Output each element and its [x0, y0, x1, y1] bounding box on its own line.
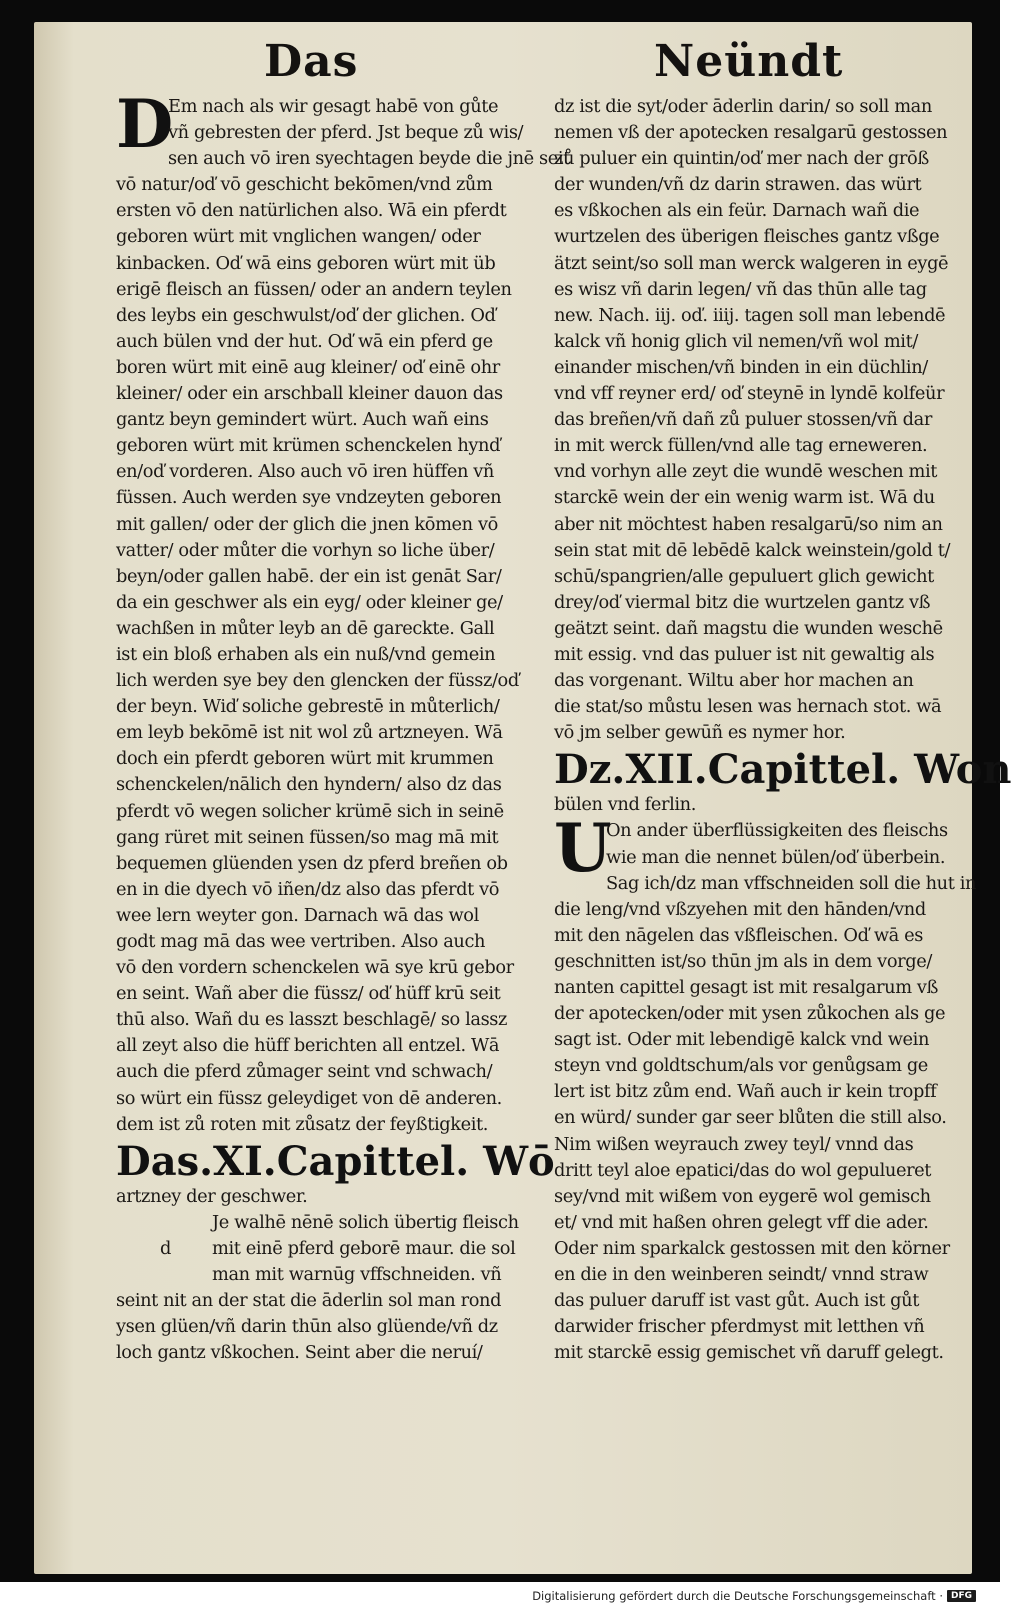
- text-line: wie man die nennet bülen/oď überbein.: [606, 846, 946, 868]
- text-line: em leyb bekōmē ist nit wol zů artzneyen. Wā: [116, 722, 503, 744]
- text-line: einander mischen/vñ binden in ein düchlin/: [554, 356, 928, 378]
- text-line: es wisz vñ darin legen/ vñ das thūn alle tag: [554, 278, 927, 300]
- text-line: doch ein pferdt geboren würt mit krummen: [116, 748, 494, 770]
- chapter-subtitle: bülen vnd ferlin.: [554, 794, 696, 816]
- chapter-subtitle: artzney der geschwer.: [116, 1185, 308, 1207]
- text-line: ätzt seint/so soll man werck walgeren in eygē: [554, 252, 949, 274]
- left-text-column: [116, 85, 570, 1366]
- text-line: sagt ist. Oder mit lebendigē kalck vnd wein: [554, 1029, 930, 1051]
- text-line: dem ist zů roten mit zůsatz der feyßtigkeit.: [116, 1113, 489, 1135]
- text-line: ist ein bloß erhaben als ein nuß/vnd gemein: [116, 643, 496, 665]
- book-page: [34, 22, 1012, 1574]
- text-line: Sag ich/dz man vffschneiden soll die hut in: [606, 872, 977, 894]
- text-line: kleiner/ oder ein arschball kleiner dauon das: [116, 383, 503, 405]
- text-line: ysen glüen/vñ darin thūn also glüende/vñ dz: [116, 1316, 498, 1338]
- text-line: all zeyt also die hüff berichten all entzel. Wā: [116, 1035, 500, 1057]
- chapter-heading: Das.XI.Capittel. Wō: [116, 1137, 555, 1185]
- text-line: mit den nāgelen das vßfleischen. Oď wā es: [554, 924, 923, 946]
- text-line: schū/spangrien/alle gepuluert glich gewicht: [554, 565, 934, 587]
- chapter-heading: Dz.XII.Capittel. Won: [554, 746, 1012, 794]
- text-line: wachßen in můter leyb an dē gareckte. Gall: [116, 617, 495, 639]
- text-line: vō den vordern schenckelen wā sye krū gebor: [116, 957, 514, 979]
- dfg-logo-icon: DFG: [947, 1590, 976, 1602]
- text-line: drey/oď viermal bitz die wurtzelen gantz vß: [554, 591, 931, 613]
- text-line: dritt teyl aloe epatici/das do wol gepulueret: [554, 1159, 932, 1181]
- text-line: man mit warnūg vffschneiden. vñ: [212, 1264, 502, 1286]
- text-line: wee lern weyter gon. Darnach wā das wol: [116, 904, 479, 926]
- text-line: auch die pferd zůmager seint vnd schwach/: [116, 1061, 493, 1083]
- text-line: da ein geschwer als ein eyg/ oder kleiner ge/: [116, 591, 503, 613]
- text-line: pferdt vō wegen solicher krümē sich in seinē: [116, 800, 504, 822]
- text-line-content: mit einē pferd geborē maur. die sol: [212, 1237, 516, 1259]
- text-line: wurtzelen des überigen fleisches gantz vßge: [554, 226, 940, 248]
- text-line: der apotecken/oder mit ysen zůkochen als ge: [554, 1003, 946, 1025]
- text-line: die stat/so můstu lesen was hernach stot. wā: [554, 696, 942, 718]
- text-line: vō jm selber gewūñ es nymer hor.: [554, 722, 846, 744]
- text-line: en seint. Wañ aber die füssz/ oď hüff krū seit: [116, 983, 501, 1005]
- footer-credit: [532, 1589, 976, 1603]
- text-line: vñ gebresten der pferd. Jst beque zů wis/: [168, 122, 524, 144]
- right-paragraph: [554, 94, 964, 746]
- decorated-initial: D: [116, 85, 173, 163]
- text-line: loch gantz vßkochen. Seint aber die neruí/: [116, 1342, 483, 1364]
- text-line: der beyn. Wiď soliche gebrestē in můterlich/: [116, 696, 500, 718]
- text-line: nanten capittel gesagt ist mit resalgarum vß: [554, 977, 939, 998]
- text-line: mit gallen/ oder der glich die jnen kōmen vō: [116, 513, 498, 535]
- text-line: vatter/ oder můter die vorhyn so liche über/: [116, 539, 495, 561]
- decorated-initial: U: [554, 809, 612, 888]
- text-line: das breñen/vñ dañ zů puluer stossen/vñ dar: [554, 409, 932, 431]
- left-paragraph: [116, 85, 570, 1138]
- text-line: Je walhē nēnē solich übertig fleisch: [212, 1211, 519, 1233]
- text-line: des leybs ein geschwulst/oď der glichen. Oď: [116, 304, 496, 326]
- text-line: auch bülen vnd der hut. Oď wā ein pferd ge: [116, 330, 493, 352]
- text-line: erigē fleisch an füssen/ oder an andern teylen: [116, 278, 512, 300]
- text-line: new. Nach. iij. oď. iiij. tagen soll man lebendē: [554, 304, 946, 326]
- text-line: sein stat mit dē lebēdē kalck weinstein/gold t/: [554, 539, 951, 561]
- text-line: es vßkochen als ein feür. Darnach wañ die: [554, 200, 920, 222]
- text-line: thū also. Wañ du es lasszt beschlagē/ so lassz: [116, 1009, 508, 1031]
- text-line: zů puluer ein quintin/oď mer nach der grōß: [554, 148, 929, 170]
- text-line: vnd vorhyn alle zeyt die wundē weschen mit: [554, 461, 937, 483]
- text-line: das vorgenant. Wiltu aber hor machen an: [554, 670, 914, 692]
- text-line: dz ist die syt/oder āderlin darin/ so soll man: [554, 96, 932, 117]
- text-line: gang rüret mit seinen füssen/so mag mā mit: [116, 826, 499, 848]
- text-line: sen auch vō iren syechtagen beyde die jnē seit: [168, 148, 570, 170]
- text-line: darwider frischer pferdmyst mit letthen vñ: [554, 1316, 925, 1338]
- running-head-right: Neündt: [654, 36, 844, 87]
- text-line: en würd/ sunder gar seer blůten die still also.: [554, 1107, 947, 1129]
- text-line: On ander überflüssigkeiten des fleischs: [606, 820, 948, 842]
- text-line: schenckelen/nālich den hyndern/ also dz das: [116, 774, 502, 796]
- text-line: vnd vff reyner erd/ oď steynē in lyndē kolfeür: [554, 383, 945, 405]
- text-line: gantz beyn gemindert würt. Auch wañ eins: [116, 409, 489, 431]
- text-line: ersten vō den natürlichen also. Wā ein pferdt: [116, 200, 507, 222]
- text-line: kalck vñ honig glich vil nemen/vñ wol mit/: [554, 330, 918, 352]
- text-line: en die in den weinberen seindt/ vnnd straw: [554, 1264, 929, 1286]
- text-line: kinbacken. Oď wā eins geboren würt mit üb: [116, 252, 496, 274]
- text-line: Nim wißen weyrauch zwey teyl/ vnnd das: [554, 1133, 914, 1155]
- right-text-column: [554, 94, 1012, 1366]
- text-line: seint nit an der stat die āderlin sol man rond: [116, 1290, 502, 1312]
- text-line: Oder nim sparkalck gestossen mit den körner: [554, 1237, 950, 1259]
- running-head-left: Das: [264, 36, 359, 87]
- text-line: steyn vnd goldtschum/als vor genůgsam ge: [554, 1055, 928, 1077]
- text-line: in mit werck füllen/vnd alle tag erneweren.: [554, 435, 928, 457]
- chapter-body: [116, 1210, 524, 1367]
- text-line: nemen vß der apotecken resalgarū gestossen: [554, 122, 948, 144]
- text-line: boren würt mit einē aug kleiner/ oď einē ohr: [116, 356, 500, 378]
- text-line: starckē wein der ein wenig warm ist. Wā du: [554, 487, 935, 509]
- text-line: [116, 1236, 524, 1262]
- guide-letter: d: [160, 1237, 171, 1259]
- footer-text: Digitalisierung gefördert durch die Deutsche Forschungsgemeinschaft ·: [532, 1589, 943, 1603]
- text-line: bequemen glüenden ysen dz pferd breñen ob: [116, 852, 508, 874]
- text-line: geschnitten ist/so thūn jm als in dem vorge/: [554, 950, 932, 972]
- text-line: beyn/oder gallen habē. der ein ist genāt Sar/: [116, 565, 502, 587]
- text-line: lert ist bitz zům end. Wañ auch ir kein tropff: [554, 1081, 937, 1103]
- text-line: sey/vnd mit wißem von eygerē wol gemisch: [554, 1185, 931, 1207]
- text-line: mit essig. vnd das puluer ist nit gewaltig als: [554, 643, 935, 665]
- text-line: der wunden/vñ dz darin strawen. das würt: [554, 174, 922, 196]
- text-line: geboren würt mit vnglichen wangen/ oder: [116, 226, 481, 248]
- initial-paragraph: [554, 818, 964, 870]
- text-line: die leng/vnd vßzyehen mit den hānden/vnd: [554, 898, 926, 920]
- text-line: aber nit möchtest haben resalgarū/so nim an: [554, 513, 943, 535]
- text-line: Em nach als wir gesagt habē von gůte: [168, 96, 499, 117]
- text-line: mit starckē essig gemischet vñ daruff gelegt.: [554, 1342, 944, 1364]
- text-line: vō natur/oď vō geschicht bekōmen/vnd zům: [116, 174, 493, 196]
- text-line: en in die dyech vō iñen/dz also das pferdt vō: [116, 878, 500, 900]
- text-line: geboren würt mit krümen schenckelen hynď: [116, 435, 501, 457]
- text-line: lich werden sye bey den glencken der füssz/oď: [116, 670, 519, 692]
- text-line: godt mag mā das wee vertriben. Also auch: [116, 931, 486, 952]
- text-line: das puluer daruff ist vast gůt. Auch ist gůt: [554, 1290, 919, 1312]
- text-line: füssen. Auch werden sye vndzeyten geboren: [116, 487, 502, 509]
- text-line: et/ vnd mit haßen ohren gelegt vff die ader.: [554, 1211, 929, 1233]
- text-line: geätzt seint. dañ magstu die wunden weschē: [554, 617, 943, 639]
- text-line: so würt ein füssz geleydiget von dē anderen.: [116, 1087, 502, 1109]
- text-line: en/oď vorderen. Also auch vō iren hüffen vñ: [116, 461, 494, 483]
- chapter-body: [554, 871, 977, 1367]
